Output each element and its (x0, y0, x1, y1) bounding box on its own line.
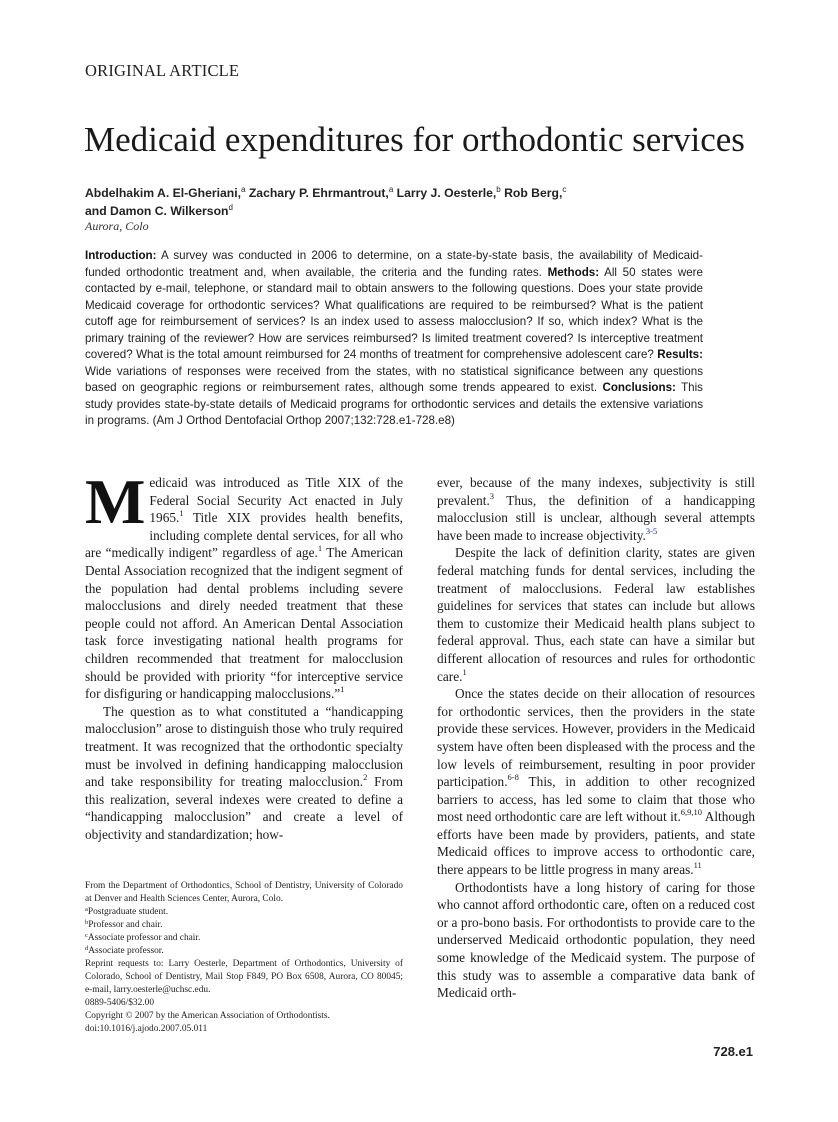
affiliation-mark: a (241, 185, 246, 194)
body-text: The American Dental Association recognized that the indigent segment of the population had dental problems including severe malocclusions and direly needed treatment that these people could not afford. An American Dental Association task force investigating national health programs for children recommended that treatment for malocclusion should be provided with priority “for interceptive service for disfiguring or handicapping malocclusions.” (85, 545, 403, 702)
author-list (85, 184, 705, 220)
footnote-affiliation (85, 919, 403, 932)
footnote-doi[interactable]: doi:10.1016/j.ajodo.2007.05.011 (85, 1024, 208, 1034)
body-paragraph (437, 879, 755, 1002)
footnote-issn: 0889-5406/$32.00 (85, 998, 155, 1008)
affiliation-text: Postgraduate student. (87, 907, 169, 917)
footnote-affiliation (85, 945, 403, 958)
abstract-introduction-label: Introduction: (85, 249, 157, 262)
affiliation-mark: c (85, 932, 88, 939)
body-paragraph (437, 544, 755, 685)
author-name: Rob Berg, (504, 186, 563, 200)
drop-cap: M (85, 466, 146, 537)
body-text: This, in addition to other recognized barriers to access, has led some to claim that those who most need orthodontic care are left without it. (437, 774, 755, 825)
abstract-conclusions: This study provides state-by-state details of Medicaid programs for orthodontic services and details the extensive variations in programs. (Am J Orthod Dentofacial Orthop 2007;132:728.e1-728.e8) (85, 381, 703, 427)
body-text: Although efforts have been made by providers, patients, and state Medicaid offices to improve access to orthodontic care, there appears to be little progress in many areas. (437, 809, 755, 878)
abstract-methods: All 50 states were contacted by e-mail, telephone, or standard mail to obtain answers to the following questions. Does your state provide Medicaid coverage for orthodontic services? What qualifications are required to be reimbursed? What is the patient cutoff age for reimbursement of services? Is an index used to assess malocclusion? If so, which index? What is the primary training of the reviewer? How are services reimbursed? Is limited treatment covered? Is interceptive treatment covered? What is the total amount reimbursed for 24 months of treatment for comprehensive adolescent care? (85, 265, 703, 361)
footnote-reprint: Reprint requests to: Larry Oesterle, Department of Orthodontics, University of Colorado, School of Dentistry, Mail Stop F849, PO Box 6508, Aurora, CO 80045; e-mail, larry.oesterle@uchsc.edu. (85, 959, 403, 995)
affiliation-mark: a (388, 185, 394, 194)
abstract-introduction: A survey was conducted in 2006 to determine, on a state-by-state basis, the availability of Medicaid-funded orthodontic treatment and, when available, the criteria and the funding rates. (85, 249, 703, 279)
body-paragraph-continued (437, 474, 755, 544)
citation-link[interactable]: 1 (340, 684, 345, 695)
body-paragraph (437, 685, 755, 879)
affiliation-mark: d (228, 203, 233, 212)
affiliation-mark: c (562, 185, 567, 194)
body-column-right (437, 474, 755, 1002)
affiliation-mark: b (496, 185, 501, 194)
author-location: Aurora, Colo (85, 219, 149, 233)
abstract (85, 248, 703, 430)
affiliation-text: Professor and chair. (88, 920, 163, 930)
body-text: Thus, the definition of a handicapping malocclusion still is unclear, although several attempts have been made to increase objectivity. (437, 492, 755, 543)
abstract-conclusions-label: Conclusions: (602, 381, 676, 394)
citation-link[interactable]: 3-5 (645, 525, 658, 536)
body-text: Once the states decide on their allocation of resources for orthodontic services, then the providers in the state provide these services. However, providers in the Medicaid system have often been displeased with the process and the low levels of reimbursement, resulting in poor provider participation. (437, 686, 755, 790)
affiliation-mark: a (85, 906, 88, 913)
abstract-results: Wide variations of responses were received from the states, with no statistical significance between any questions based on geographic regions or reimbursement rates, although some trends appeared to exist. (85, 364, 703, 394)
citation-link[interactable]: 3 (489, 490, 495, 501)
footnote-affiliation (85, 932, 403, 945)
citation-link[interactable]: 2 (363, 772, 368, 783)
body-text: ever, because of the many indexes, subjectivity is still prevalent. (437, 475, 755, 508)
author-name: and Damon C. Wilkerson (85, 204, 229, 218)
abstract-results-label: Results: (657, 348, 703, 361)
footnote-department: From the Department of Orthodontics, School of Dentistry, University of Colorado at Denver and Health Sciences Center, Aurora, Colo. (85, 881, 403, 904)
affiliation-mark: b (85, 919, 89, 926)
footnotes (85, 880, 403, 1036)
body-text: Title XIX provides health benefits, including complete dental services, for all who are “medically indigent” regardless of age. (85, 510, 403, 561)
author-name: Zachary P. Ehrmantrout, (248, 186, 389, 200)
author-name: Larry J. Oesterle, (396, 186, 497, 200)
affiliation-text: Associate professor and chair. (87, 933, 201, 943)
abstract-methods-label: Methods: (547, 265, 600, 279)
body-text: The question as to what constituted a “handicapping malocclusion” arose to distinguish those who truly required treatment. It was recognized that the orthodontic specialty must be involved in defining handicapping malocclusion and take responsibility for treating malocclusion. (85, 703, 403, 790)
footnote-affiliation (85, 906, 403, 919)
author-name: Abdelhakim A. El-Gheriani, (85, 186, 241, 200)
affiliation-text: Associate professor. (88, 946, 164, 956)
body-text: From this realization, several indexes were created to define a “handicapping malocclusion” and create a level of objectivity and standardization; how- (85, 774, 403, 842)
citation-link[interactable]: 1 (462, 666, 467, 677)
page-number: 728.e1 (713, 1044, 753, 1059)
body-text: Despite the lack of definition clarity, states are given federal matching funds for dental services, including the treatment of malocclusions. Federal law establishes guidelines for services that states can include but allows them to customize their Medicaid health plans subject to federal approval. Thus, each state can have a similar but different allocation of resources and rules for orthodontic care. (437, 545, 755, 684)
body-paragraph (85, 703, 403, 844)
body-column-left (85, 466, 403, 843)
citation-link[interactable]: 6-8 (507, 772, 519, 783)
citation-link[interactable]: 6,9,10 (680, 807, 703, 818)
body-text: edicaid was introduced as Title XIX of the Federal Social Security Act enacted in July 1965. (149, 475, 403, 526)
footnote-copyright: Copyright © 2007 by the American Association of Orthodontists. (85, 1011, 330, 1021)
citation-link[interactable]: 1 (317, 543, 323, 554)
section-label: ORIGINAL ARTICLE (85, 61, 240, 80)
article-title: Medicaid expenditures for orthodontic services (84, 120, 745, 159)
affiliation-mark: d (85, 945, 89, 952)
citation-link[interactable]: 11 (693, 860, 702, 871)
body-text: Orthodontists have a long history of caring for those who cannot afford orthodontic care, often on a reduced cost or a pro-bono basis. For orthodontists to provide care to the underserved Medicaid orthodontic population, they need some knowledge of the Medicaid system. The purpose of this study was to assemble a comparative data bank of Medicaid orth- (437, 879, 755, 1001)
citation-link[interactable]: 1 (179, 508, 184, 519)
body-paragraph (85, 466, 403, 703)
